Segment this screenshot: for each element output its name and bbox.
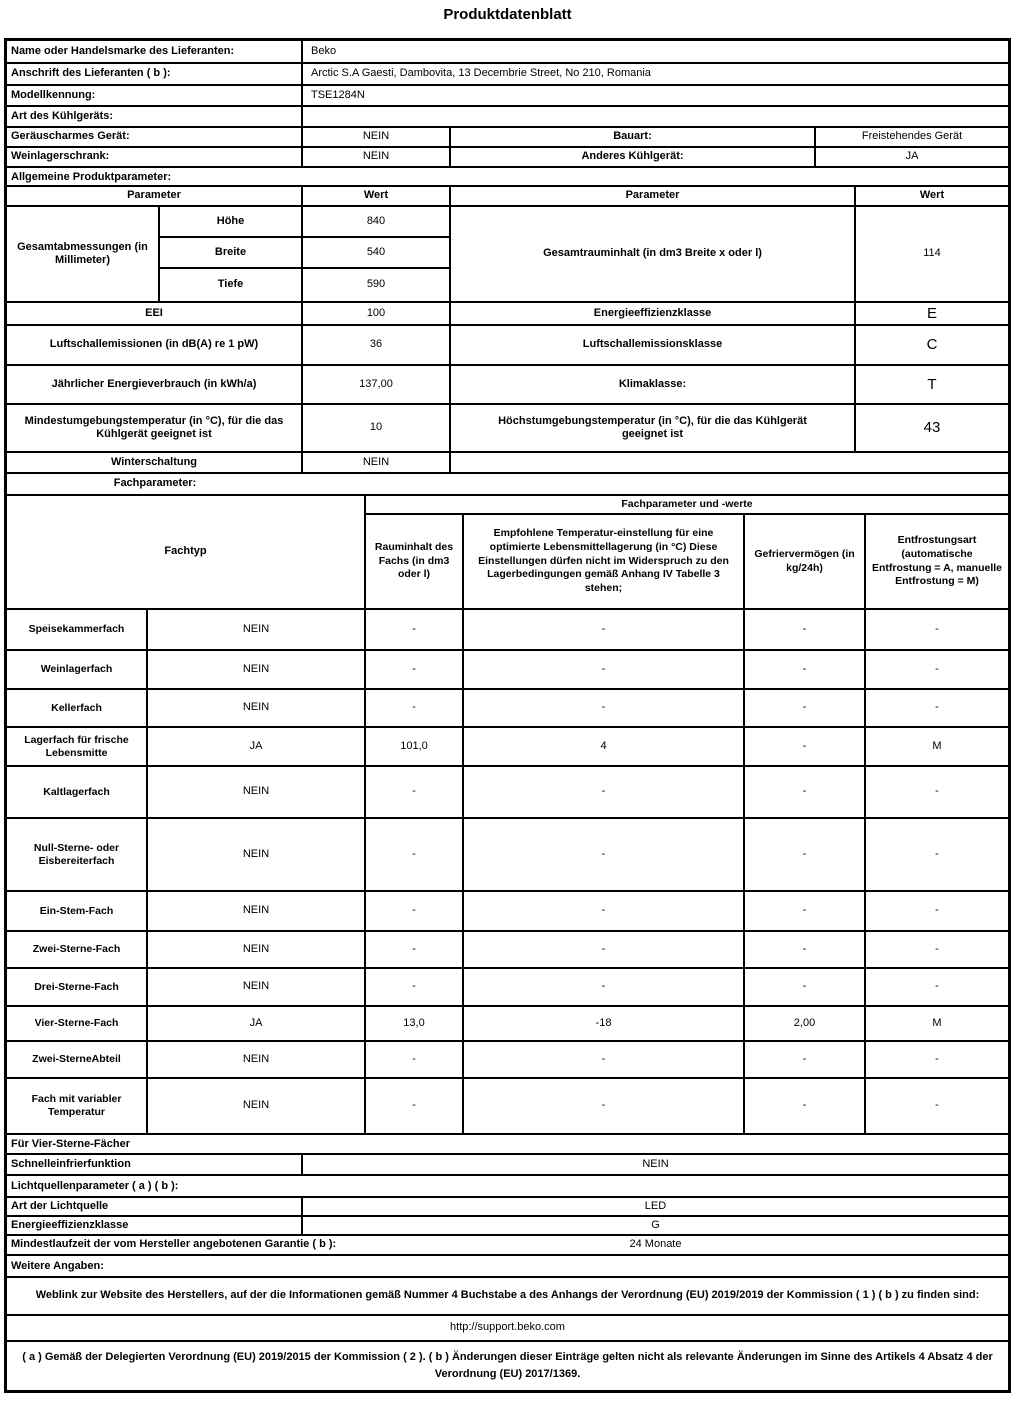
compartment-type-header: Fachtyp bbox=[7, 496, 366, 608]
eei-label: EEI bbox=[7, 303, 303, 324]
climate-class-value: T bbox=[927, 375, 937, 393]
compartment-defrost: M bbox=[932, 1016, 942, 1029]
noise-row bbox=[7, 326, 1008, 366]
compartment-present: NEIN bbox=[148, 932, 366, 967]
winter-setting-value: NEIN bbox=[303, 453, 451, 472]
compartment-defrost: - bbox=[935, 622, 939, 635]
compartment-freeze: - bbox=[745, 819, 866, 890]
appliance-type-label: Art des Kühlgeräts: bbox=[7, 107, 303, 126]
section-compartment-label: Fachparameter: bbox=[113, 477, 197, 490]
compartment-group-header: Fachparameter und -werte bbox=[366, 496, 1008, 515]
compartment-name: Weinlagerfach bbox=[7, 651, 148, 688]
compartment-present: NEIN bbox=[148, 1079, 366, 1133]
light-type-label: Art der Lichtquelle bbox=[7, 1198, 303, 1215]
eei-row bbox=[7, 303, 1008, 326]
noise-class-value: C bbox=[926, 336, 938, 353]
appliance-type-row bbox=[7, 107, 1008, 128]
min-ambient-value: 10 bbox=[303, 405, 451, 451]
compartment-volume: 13,0 bbox=[366, 1007, 464, 1040]
compartment-name: Zwei-Sterne-Fach bbox=[7, 932, 148, 967]
wine-storage-value: NEIN bbox=[303, 148, 451, 166]
compartment-volume: - bbox=[366, 767, 464, 817]
wine-storage-label: Weinlagerschrank: bbox=[7, 148, 303, 166]
compartment-name: Lagerfach für frische Lebensmitte bbox=[7, 728, 148, 765]
compartment-row-ein-stern bbox=[7, 892, 1008, 932]
design-label: Bauart: bbox=[451, 128, 816, 146]
compartment-temp: - bbox=[464, 767, 745, 817]
compartment-defrost: - bbox=[935, 1052, 939, 1065]
max-ambient-value: 43 bbox=[923, 419, 941, 436]
compartment-temp: -18 bbox=[464, 1007, 745, 1040]
model-value: TSE1284N bbox=[311, 88, 365, 101]
winter-setting-empty bbox=[451, 453, 1008, 472]
section-compartment-empty bbox=[303, 474, 1008, 494]
compartment-name: Null-Sterne- oder Eisbereiterfach bbox=[7, 819, 148, 890]
dimensions-label: Gesamtabmessungen (in Millimeter) bbox=[7, 207, 160, 301]
compartment-present: JA bbox=[148, 1007, 366, 1040]
weblink-url[interactable]: http://support.beko.com bbox=[450, 1321, 565, 1334]
compartment-volume: - bbox=[366, 610, 464, 649]
defrost-col-header: Entfrostungsart (automatische Entfrostung = A, manuelle Entfrostung = M) bbox=[872, 534, 1002, 588]
wert-header-1: Wert bbox=[303, 187, 451, 205]
model-row bbox=[7, 86, 1008, 107]
wert-header-2: Wert bbox=[919, 189, 945, 202]
design-value: Freistehendes Gerät bbox=[861, 130, 963, 143]
compartment-present: NEIN bbox=[148, 969, 366, 1005]
compartment-row-null-sterne bbox=[7, 819, 1008, 892]
section-further-info: Weitere Angaben: bbox=[7, 1256, 1008, 1278]
supplier-name-label: Name oder Handelsmarke des Lieferanten: bbox=[7, 41, 303, 62]
compartment-present: JA bbox=[148, 728, 366, 765]
compartment-temp: - bbox=[464, 690, 745, 726]
compartment-temp: - bbox=[464, 969, 745, 1005]
warranty-row bbox=[7, 1236, 1008, 1256]
compartment-freeze: - bbox=[745, 728, 866, 765]
low-noise-row bbox=[7, 128, 1008, 148]
supplier-address-row bbox=[7, 64, 1008, 86]
compartment-defrost: - bbox=[935, 980, 939, 993]
annual-energy-row bbox=[7, 366, 1008, 405]
compartment-volume: - bbox=[366, 892, 464, 930]
compartment-freeze: - bbox=[745, 767, 866, 817]
compartment-row-speisekammerfach bbox=[7, 610, 1008, 651]
winter-setting-label: Winterschaltung bbox=[7, 453, 303, 472]
section-compartment-parameters bbox=[7, 474, 1008, 496]
compartment-volume: - bbox=[366, 932, 464, 967]
compartment-volume: - bbox=[366, 1079, 464, 1133]
compartment-temp: - bbox=[464, 610, 745, 649]
light-type-value: LED bbox=[644, 1199, 667, 1212]
climate-class-label: Klimaklasse: bbox=[451, 366, 856, 403]
width-value: 540 bbox=[303, 238, 451, 269]
warranty-value: 24 Monate bbox=[629, 1238, 682, 1251]
low-noise-value: NEIN bbox=[303, 128, 451, 146]
compartment-temp: - bbox=[464, 892, 745, 930]
width-label: Breite bbox=[160, 238, 303, 269]
compartment-row-kellerfach bbox=[7, 690, 1008, 728]
max-ambient-label: Höchstumgebungstemperatur (in °C), für die das Kühlgerät geeignet ist bbox=[451, 405, 856, 451]
compartment-row-lagerfach-frisch bbox=[7, 728, 1008, 767]
compartment-volume: 101,0 bbox=[366, 728, 464, 765]
compartment-defrost: - bbox=[935, 1099, 939, 1112]
total-volume-label: Gesamtrauminhalt (in dm3 Breite x oder l) bbox=[451, 207, 856, 301]
compartment-freeze: 2,00 bbox=[745, 1007, 866, 1040]
compartment-row-weinlagerfach bbox=[7, 651, 1008, 690]
compartment-name: Vier-Sterne-Fach bbox=[7, 1007, 148, 1040]
compartment-present: NEIN bbox=[148, 610, 366, 649]
compartment-name: Fach mit variabler Temperatur bbox=[7, 1079, 148, 1133]
weblink-url-row bbox=[7, 1316, 1008, 1342]
compartment-name: Drei-Sterne-Fach bbox=[7, 969, 148, 1005]
supplier-address-label: Anschrift des Lieferanten ( b ): bbox=[7, 64, 303, 84]
compartment-defrost: - bbox=[935, 847, 939, 860]
compartment-defrost: - bbox=[935, 904, 939, 917]
compartment-present: NEIN bbox=[148, 1042, 366, 1077]
depth-value: 590 bbox=[303, 269, 451, 301]
compartment-row-variable-temp bbox=[7, 1079, 1008, 1135]
compartment-defrost: M bbox=[932, 739, 942, 752]
compartment-freeze: - bbox=[745, 1042, 866, 1077]
compartment-temp: - bbox=[464, 651, 745, 688]
noise-value: 36 bbox=[303, 326, 451, 364]
datasheet-table bbox=[4, 38, 1011, 1393]
fast-freeze-row bbox=[7, 1155, 1008, 1176]
compartment-row-zwei-sterne bbox=[7, 932, 1008, 969]
depth-label: Tiefe bbox=[160, 269, 303, 301]
compartment-volume: - bbox=[366, 651, 464, 688]
volume-col-header: Rauminhalt des Fachs (in dm3 oder l) bbox=[366, 515, 464, 608]
low-noise-label: Geräuscharmes Gerät: bbox=[7, 128, 303, 146]
total-volume-value: 114 bbox=[923, 247, 941, 260]
fast-freeze-label: Schnelleinfrierfunktion bbox=[7, 1155, 303, 1174]
weblink-description-row bbox=[7, 1278, 1008, 1316]
compartment-present: NEIN bbox=[148, 819, 366, 890]
fast-freeze-value: NEIN bbox=[642, 1157, 669, 1170]
model-label: Modellkennung: bbox=[7, 86, 303, 105]
light-energy-class-row bbox=[7, 1217, 1008, 1236]
compartment-present: NEIN bbox=[148, 690, 366, 726]
param-header-1: Parameter bbox=[7, 187, 303, 205]
compartment-defrost: - bbox=[935, 785, 939, 798]
compartment-defrost: - bbox=[935, 942, 939, 955]
eei-value: 100 bbox=[303, 303, 451, 324]
compartment-temp: - bbox=[464, 932, 745, 967]
param-header-2: Parameter bbox=[451, 187, 856, 205]
section-light-source: Lichtquellenparameter ( a ) ( b ): bbox=[7, 1176, 1008, 1198]
compartment-name: Ein-Stem-Fach bbox=[7, 892, 148, 930]
annual-energy-label: Jährlicher Energieverbrauch (in kWh/a) bbox=[7, 366, 303, 403]
supplier-address-value: Arctic S.A Gaesti, Dambovita, 13 Decembrie Street, No 210, Romania bbox=[311, 67, 651, 80]
compartment-freeze: - bbox=[745, 1079, 866, 1133]
compartment-freeze: - bbox=[745, 610, 866, 649]
compartment-header bbox=[7, 496, 1008, 610]
compartment-volume: - bbox=[366, 1042, 464, 1077]
other-appliance-value: JA bbox=[905, 150, 919, 163]
temperature-col-header: Empfohlene Temperatur-einstellung für eine optimierte Lebensmittellagerung (in °C) Diese Einstellungen dürfen nicht im Widerspruch zu den Lagerbedingungen gemäß Anhang IV Tabelle 3 stehen; bbox=[464, 515, 745, 608]
ambient-temp-row bbox=[7, 405, 1008, 453]
compartment-row-zwei-sterne-abteil bbox=[7, 1042, 1008, 1079]
appliance-type-value bbox=[303, 107, 1008, 126]
compartment-name: Kaltlagerfach bbox=[7, 767, 148, 817]
noise-class-label: Luftschallemissionsklasse bbox=[451, 326, 856, 364]
energy-class-value: E bbox=[926, 304, 937, 322]
section-four-star: Für Vier-Sterne-Fächer bbox=[7, 1135, 1008, 1155]
compartment-freeze: - bbox=[745, 651, 866, 688]
compartment-present: NEIN bbox=[148, 892, 366, 930]
winter-setting-row bbox=[7, 453, 1008, 474]
light-type-row bbox=[7, 1198, 1008, 1217]
param-header-row bbox=[7, 187, 1008, 207]
dimensions-block bbox=[7, 207, 1008, 303]
wine-storage-row bbox=[7, 148, 1008, 168]
compartment-temp: - bbox=[464, 819, 745, 890]
freezing-capacity-col-header: Gefriervermögen (in kg/24h) bbox=[745, 515, 866, 608]
other-appliance-label: Anderes Kühlgerät: bbox=[451, 148, 816, 166]
energy-class-label: Energieeffizienzklasse bbox=[451, 303, 856, 324]
compartment-volume: - bbox=[366, 819, 464, 890]
footnote-row bbox=[7, 1342, 1008, 1390]
compartment-temp: - bbox=[464, 1079, 745, 1133]
compartment-defrost: - bbox=[935, 701, 939, 714]
footnote-text: ( a ) Gemäß der Delegierten Verordnung (EU) 2019/2015 der Kommission ( 2 ). ( b ) Änderungen dieser Einträge gelten nicht als relevante Änderungen im Sinne des Artikels 4 Absatz 4 der Verordnung (EU) 2017/1369. bbox=[22, 1350, 993, 1380]
compartment-temp: - bbox=[464, 1042, 745, 1077]
height-value: 840 bbox=[303, 207, 451, 238]
page-title: Produktdatenblatt bbox=[443, 6, 572, 23]
weblink-description: Weblink zur Website des Herstellers, auf der die Informationen gemäß Nummer 4 Buchstabe a des Anhangs der Verordnung (EU) 2019/2019 der Kommission ( 1 ) ( b ) zu finden sind: bbox=[35, 1289, 980, 1302]
compartment-name: Speisekammerfach bbox=[7, 610, 148, 649]
min-ambient-label: Mindestumgebungstemperatur (in °C), für die das Kühlgerät geeignet ist bbox=[7, 405, 303, 451]
compartment-present: NEIN bbox=[148, 767, 366, 817]
compartment-name: Kellerfach bbox=[7, 690, 148, 726]
compartment-temp: 4 bbox=[464, 728, 745, 765]
compartment-volume: - bbox=[366, 969, 464, 1005]
compartment-freeze: - bbox=[745, 690, 866, 726]
light-energy-class-value: G bbox=[651, 1218, 660, 1231]
compartment-row-vier-sterne bbox=[7, 1007, 1008, 1042]
compartment-defrost: - bbox=[935, 662, 939, 675]
compartment-freeze: - bbox=[745, 932, 866, 967]
compartment-row-drei-sterne bbox=[7, 969, 1008, 1007]
supplier-name-row bbox=[7, 41, 1008, 64]
compartment-volume: - bbox=[366, 690, 464, 726]
compartment-name: Zwei-SterneAbteil bbox=[7, 1042, 148, 1077]
compartment-present: NEIN bbox=[148, 651, 366, 688]
warranty-label: Mindestlaufzeit der vom Hersteller angebotenen Garantie ( b ): bbox=[11, 1238, 337, 1251]
compartment-freeze: - bbox=[745, 969, 866, 1005]
height-label: Höhe bbox=[160, 207, 303, 238]
section-general-parameters: Allgemeine Produktparameter: bbox=[7, 168, 1008, 187]
annual-energy-value: 137,00 bbox=[303, 366, 451, 403]
compartment-row-kaltlagerfach bbox=[7, 767, 1008, 819]
light-energy-class-label: Energieeffizienzklasse bbox=[7, 1217, 303, 1234]
compartment-freeze: - bbox=[745, 892, 866, 930]
supplier-name-value: Beko bbox=[311, 44, 337, 57]
noise-label: Luftschallemissionen (in dB(A) re 1 pW) bbox=[7, 326, 303, 364]
